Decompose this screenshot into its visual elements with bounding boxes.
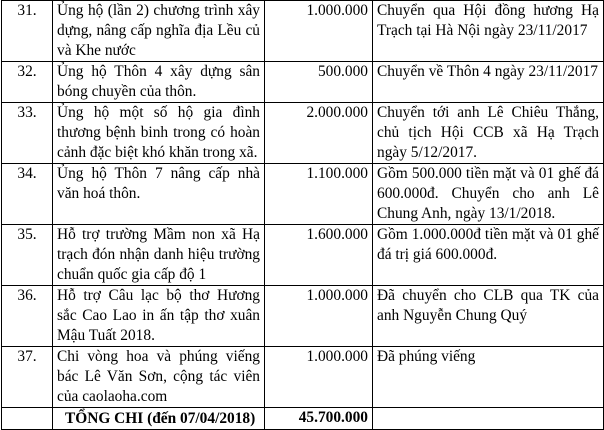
row-description: Hỗ trợ Câu lạc bộ thơ Hương sắc Cao Lao in ấn tập thơ xuân Mậu Tuất 2018. — [53, 286, 265, 347]
row-number: 32. — [2, 62, 53, 103]
row-note: Đã chuyển cho CLB qua TK của anh Nguyễn Chung Quý — [373, 286, 604, 347]
row-amount: 1.100.000 — [265, 164, 373, 225]
total-note — [373, 408, 604, 430]
row-note: Gồm 1.000.000đ tiền mặt và 01 ghế đá trị giá 600.000đ. — [373, 225, 604, 286]
total-number-cell — [2, 408, 53, 430]
row-note-text: Chuyển tới anh Lê Chiêu Thắng, chủ tịch Hội CCB xã Hạ Trạch ngày 5/12/2017. — [377, 104, 599, 161]
row-description: Ủng hộ Thôn 4 xây dựng sân bóng chuyền của thôn. — [53, 62, 265, 103]
row-description: Hỗ trợ trường Mầm non xã Hạ trạch đón nhận danh hiệu trường chuẩn quốc gia cấp độ 1 — [53, 225, 265, 286]
row-description: Chi vòng hoa và phúng viếng bác Lê Văn Sơn, cộng tác viên của caolaoha.com — [53, 347, 265, 408]
row-number: 36. — [2, 286, 53, 347]
row-amount: 1.000.000 — [265, 1, 373, 62]
total-amount: 45.700.000 — [265, 408, 373, 430]
row-description: Ủng hộ Thôn 7 nâng cấp nhà văn hoá thôn. — [53, 164, 265, 225]
table-row — [2, 1, 604, 62]
row-note — [373, 103, 604, 164]
row-note: Chuyển qua Hội đồng hương Hạ Trạch tại Hà Nội ngày 23/11/2017 — [373, 1, 604, 62]
table-row — [2, 286, 604, 347]
total-label: TỔNG CHI (đến 07/04/2018) — [53, 408, 265, 430]
row-amount: 1.600.000 — [265, 225, 373, 286]
row-amount: 1.000.000 — [265, 347, 373, 408]
table-row — [2, 103, 604, 164]
row-number: 34. — [2, 164, 53, 225]
table-row — [2, 62, 604, 103]
table-row — [2, 347, 604, 408]
row-description: Ủng hộ một số hộ gia đình thương bệnh binh trong có hoàn cảnh đặc biệt khó khăn trong xã. — [53, 103, 265, 164]
row-note: Gồm 500.000 tiền mặt và 01 ghế đá 600.000đ. Chuyển cho anh Lê Chung Anh, ngày 13/1/2018. — [373, 164, 604, 225]
row-number: 35. — [2, 225, 53, 286]
row-note: Đã phúng viếng — [373, 347, 604, 408]
row-number: 37. — [2, 347, 53, 408]
row-amount: 2.000.000 — [265, 103, 373, 164]
row-amount: 500.000 — [265, 62, 373, 103]
row-number: 33. — [2, 103, 53, 164]
row-description: Ủng hộ (lần 2) chương trình xây dựng, nâng cấp nghĩa địa Lều củ và Khe nước — [53, 1, 265, 62]
row-note: Chuyển về Thôn 4 ngày 23/11/2017 — [373, 62, 604, 103]
row-amount: 1.000.000 — [265, 286, 373, 347]
table-row — [2, 164, 604, 225]
total-row — [2, 408, 604, 430]
row-number: 31. — [2, 1, 53, 62]
table-row — [2, 225, 604, 286]
expense-table — [1, 0, 604, 430]
